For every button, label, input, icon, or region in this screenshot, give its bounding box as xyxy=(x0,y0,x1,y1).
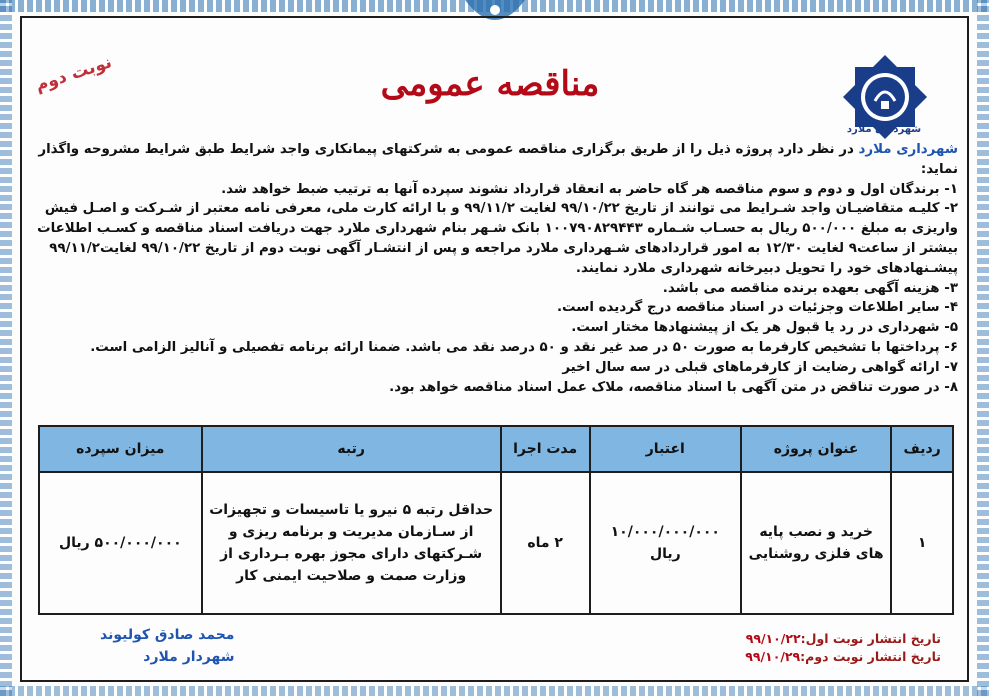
first-publication-date xyxy=(745,630,941,648)
bottom-border-ornament xyxy=(0,686,989,696)
cell-duration: ۲ ماه xyxy=(501,472,590,614)
first-date-label: تاریخ انتشار نوبت اول: xyxy=(800,631,941,646)
notice-body xyxy=(30,140,958,397)
clause-6: ۶- پرداختها با تشخیص کارفرما به صورت ۵۰ در صد غیر نقد و ۵۰ درصد نقد می باشد. ضمنا ارائه برنامه تفصیلی و آنالیز الزامی است. xyxy=(90,339,958,355)
cell-deposit: ۵۰۰/۰۰۰/۰۰۰ ریال xyxy=(39,472,202,614)
project-table xyxy=(38,425,954,615)
signature-block xyxy=(100,624,234,668)
first-date-value: ۹۹/۱۰/۲۲ xyxy=(745,631,801,646)
clause-7: ۷- ارائه گواهی رضایت از کارفرماهای قبلی در سه سال اخیر xyxy=(562,359,958,375)
cell-credit: ۱۰/۰۰۰/۰۰۰/۰۰۰ ریال xyxy=(590,472,741,614)
signatory-position: شهردار ملارد xyxy=(143,649,235,665)
table-row xyxy=(39,472,953,614)
clause-5: ۵- شهرداری در رد یا قبول هر یک از پیشنهادها مختار است. xyxy=(571,320,958,336)
right-border-ornament xyxy=(977,0,989,696)
second-date-label: تاریخ انتشار نوبت دوم: xyxy=(800,649,941,664)
clause-4: ۴- سایر اطلاعات وجزئیات در اسناد مناقصه درج گردیده است. xyxy=(556,300,958,316)
table-header-row xyxy=(39,426,953,472)
cell-row-number: ۱ xyxy=(891,472,953,614)
header-duration: مدت اجرا xyxy=(501,426,590,472)
publication-dates xyxy=(745,630,941,666)
clause-2: ۲- کلیـه متقاضیـان واجد شـرایط می توانند از تاریخ ۹۹/۱۰/۲۲ لغایت ۹۹/۱۱/۲ و با ارائه کارت ملی، معرفی نامه معتبر از شـرکت و اصـل فیش واریزی به مبلغ ۵۰۰/۰۰۰ ریال به حسـاب شـماره ۱۰۰۷۹۰۸۲۹۴۴۳ بانک شـهر بنام شهرداری ملارد جهت دریافت اسناد مناقصه و کسـب اطلاعات بیشتر از ساعت۹ لغایت ۱۲/۳۰ به امور قراردادهای شـهرداری ملارد مراجعه و پس از انتشـار آگهی نوبت دوم از تاریخ ۹۹/۱۰/۲۲ لغایت۹۹/۱۱/۲ پیشـنهادهای خود را تحویل دبیرخانه شهرداری ملارد نمایند. xyxy=(37,201,958,276)
clause-8: ۸- در صورت تناقض در متن آگهی با اسناد مناقصه، ملاک عمل اسناد مناقصه خواهد بود. xyxy=(389,379,958,395)
intro-text: در نظر دارد پروژه ذیل را از طریق برگزاری مناقصه عمومی به شرکتهای پیمانکاری واجد شرایط طبق شرایط مشروحه واگذار نماید: xyxy=(38,142,958,177)
clause-3: ۳- هزینه آگهی بعهده برنده مناقصه می باشد. xyxy=(662,280,958,296)
notice-title: مناقصه عمومی xyxy=(380,64,600,104)
header-rank: رتبه xyxy=(202,426,501,472)
header-row-number: ردیف xyxy=(891,426,953,472)
organization-name: شهرداری ملارد xyxy=(858,142,958,157)
signatory-name: محمد صادق کولیوند xyxy=(100,627,235,643)
logo-caption: شهرداری ملارد xyxy=(846,124,922,135)
header-deposit: میزان سپرده xyxy=(39,426,202,472)
intro-paragraph xyxy=(30,140,958,180)
header-credit: اعتبار xyxy=(590,426,741,472)
second-publication-date xyxy=(745,648,941,666)
cell-project-title: خرید و نصب پایه های فلزی روشنایی xyxy=(741,472,891,614)
clause-1: ۱- برندگان اول و دوم و سوم مناقصه هر گاه حاضر به انعقاد قرارداد نشوند سپرده آنها به ترتیب ضبط خواهد شد. xyxy=(221,181,958,197)
header-project-title: عنوان پروژه xyxy=(741,426,891,472)
left-border-ornament xyxy=(0,0,12,696)
second-date-value: ۹۹/۱۰/۲۹ xyxy=(745,649,801,664)
cell-rank: حداقل رتبه ۵ نیرو یا تاسیسات و تجهیزات از سـازمان مدیریت و برنامه ریزی و شـرکتهای دارای مجوز بهره بـرداری از وزارت صمت و صلاحیت ایمنی کار xyxy=(202,472,501,614)
round-badge: نوبت دوم xyxy=(32,52,115,96)
